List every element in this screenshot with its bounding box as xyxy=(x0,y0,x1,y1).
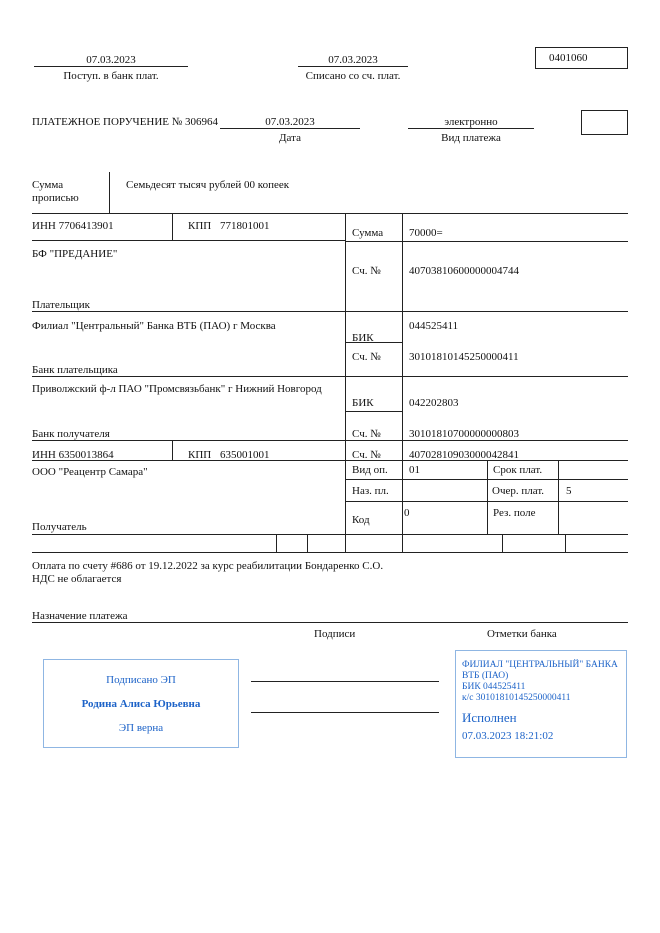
payer-bank-name: Филиал "Центральный" Банка ВТБ (ПАО) г Москва xyxy=(32,320,276,332)
signer-name: Родина Алиса Юрьевна xyxy=(81,698,201,710)
payee-bank-account-label: Сч. № xyxy=(352,428,381,440)
amount-words-label-1: Сумма xyxy=(32,179,64,191)
purpose-line-2: НДС не облагается xyxy=(32,573,122,585)
bank-stamp-status: Исполнен xyxy=(462,710,517,725)
divider xyxy=(408,128,534,129)
payee-bank-name: Приволжский ф-л ПАО "Промсвязьбанк" г Нижний Новгород xyxy=(32,383,322,395)
payer-inn: ИНН 7706413901 xyxy=(32,220,114,232)
purpose-line-1: Оплата по счету #686 от 19.12.2022 за курс реабилитации Бондаренко С.О. xyxy=(32,560,384,572)
empty-code-box xyxy=(581,110,628,135)
divider xyxy=(298,66,408,67)
payee-account-label: Сч. № xyxy=(352,449,381,461)
payer-bank-bik-label: БИК xyxy=(352,332,374,344)
vid-op-label: Вид оп. xyxy=(352,464,388,476)
payer-bank-account-label: Сч. № xyxy=(352,351,381,363)
ocher: 5 xyxy=(566,485,572,497)
divider xyxy=(220,128,360,129)
payee-account: 40702810903000042841 xyxy=(409,449,519,461)
divider xyxy=(307,534,308,552)
payer-account-label: Сч. № xyxy=(352,265,381,277)
bank-stamp-line-4: к/с 30101810145250000411 xyxy=(462,693,571,703)
payee-bank-label: Банк получателя xyxy=(32,428,110,440)
payee-inn: ИНН 6350013864 xyxy=(32,449,114,461)
divider xyxy=(402,534,403,552)
divider xyxy=(502,534,503,552)
amount-value: 70000= xyxy=(409,227,443,239)
vid-op: 01 xyxy=(409,464,420,476)
payment-type-label: Вид платежа xyxy=(441,132,501,144)
bank-stamp-line-3: БИК 044525411 xyxy=(462,682,526,692)
order-date-label: Дата xyxy=(279,132,301,144)
payer-name: БФ "ПРЕДАНИЕ" xyxy=(32,248,118,260)
signature-stamp xyxy=(43,659,239,748)
amount-label: Сумма xyxy=(352,227,384,239)
payee-kpp-label: КПП xyxy=(188,449,212,461)
payer-label: Плательщик xyxy=(32,299,90,311)
payer-bank-bik: 044525411 xyxy=(409,320,459,332)
divider xyxy=(345,534,346,552)
srok-label: Срок плат. xyxy=(493,464,543,476)
kod: 0 xyxy=(404,507,410,519)
payee-kpp: 635001001 xyxy=(220,449,270,461)
signatures-label: Подписи xyxy=(314,628,356,640)
naz-label: Наз. пл. xyxy=(352,485,389,497)
received-label: Поступ. в банк плат. xyxy=(63,70,159,82)
payee-bank-account: 30101810700000000803 xyxy=(409,428,519,440)
received-date: 07.03.2023 xyxy=(86,54,136,66)
debited-date: 07.03.2023 xyxy=(328,54,378,66)
payee-bank-bik-label: БИК xyxy=(352,397,374,409)
form-code: 0401060 xyxy=(549,52,588,64)
divider xyxy=(345,411,403,412)
divider xyxy=(172,440,173,460)
bank-stamp-line-2: ВТБ (ПАО) xyxy=(462,671,509,681)
divider xyxy=(32,552,628,553)
ocher-label: Очер. плат. xyxy=(492,485,545,497)
divider xyxy=(32,440,628,441)
divider xyxy=(402,213,403,534)
ep-valid-text: ЭП верна xyxy=(118,722,164,734)
amount-words-label-2: прописью xyxy=(32,192,79,204)
payee-name: ООО "Реацентр Самара" xyxy=(32,466,148,478)
kod-label: Код xyxy=(352,514,370,526)
divider xyxy=(32,534,628,535)
rez-label: Рез. поле xyxy=(493,507,536,519)
amount-words: Семьдесят тысяч рублей 00 копеек xyxy=(126,179,290,191)
divider xyxy=(32,240,345,241)
divider xyxy=(558,460,559,534)
divider xyxy=(565,534,566,552)
form-code-box xyxy=(535,47,628,69)
debited-label: Списано со сч. плат. xyxy=(305,70,401,82)
divider xyxy=(109,172,110,213)
divider xyxy=(32,213,628,214)
signature-line xyxy=(251,712,439,713)
divider xyxy=(32,311,628,312)
divider xyxy=(276,534,277,552)
payer-account: 40703810600000004744 xyxy=(409,265,519,277)
payer-bank-label: Банк плательщика xyxy=(32,364,118,376)
divider xyxy=(32,622,628,623)
order-date: 07.03.2023 xyxy=(265,116,315,128)
divider xyxy=(487,460,488,534)
payer-kpp-label: КПП xyxy=(188,220,212,232)
divider xyxy=(34,66,188,67)
divider xyxy=(345,213,346,534)
bank-marks-label: Отметки банка xyxy=(487,628,557,640)
divider xyxy=(172,213,173,240)
divider xyxy=(32,376,628,377)
bank-stamp-datetime: 07.03.2023 18:21:02 xyxy=(462,730,554,742)
signature-line xyxy=(251,681,439,682)
bank-stamp xyxy=(455,650,627,758)
divider xyxy=(345,241,628,242)
order-title: ПЛАТЕЖНОЕ ПОРУЧЕНИЕ № 306964 xyxy=(32,116,219,128)
payee-bank-bik: 042202803 xyxy=(409,397,459,409)
bank-stamp-line-1: ФИЛИАЛ "ЦЕНТРАЛЬНЫЙ" БАНКА xyxy=(462,660,618,670)
signed-ep-text: Подписано ЭП xyxy=(106,674,176,686)
payer-kpp: 771801001 xyxy=(220,220,270,232)
payee-label: Получатель xyxy=(32,521,87,533)
payer-bank-account: 30101810145250000411 xyxy=(409,351,519,363)
payment-type: электронно xyxy=(444,116,498,128)
purpose-label: Назначение платежа xyxy=(32,610,128,622)
